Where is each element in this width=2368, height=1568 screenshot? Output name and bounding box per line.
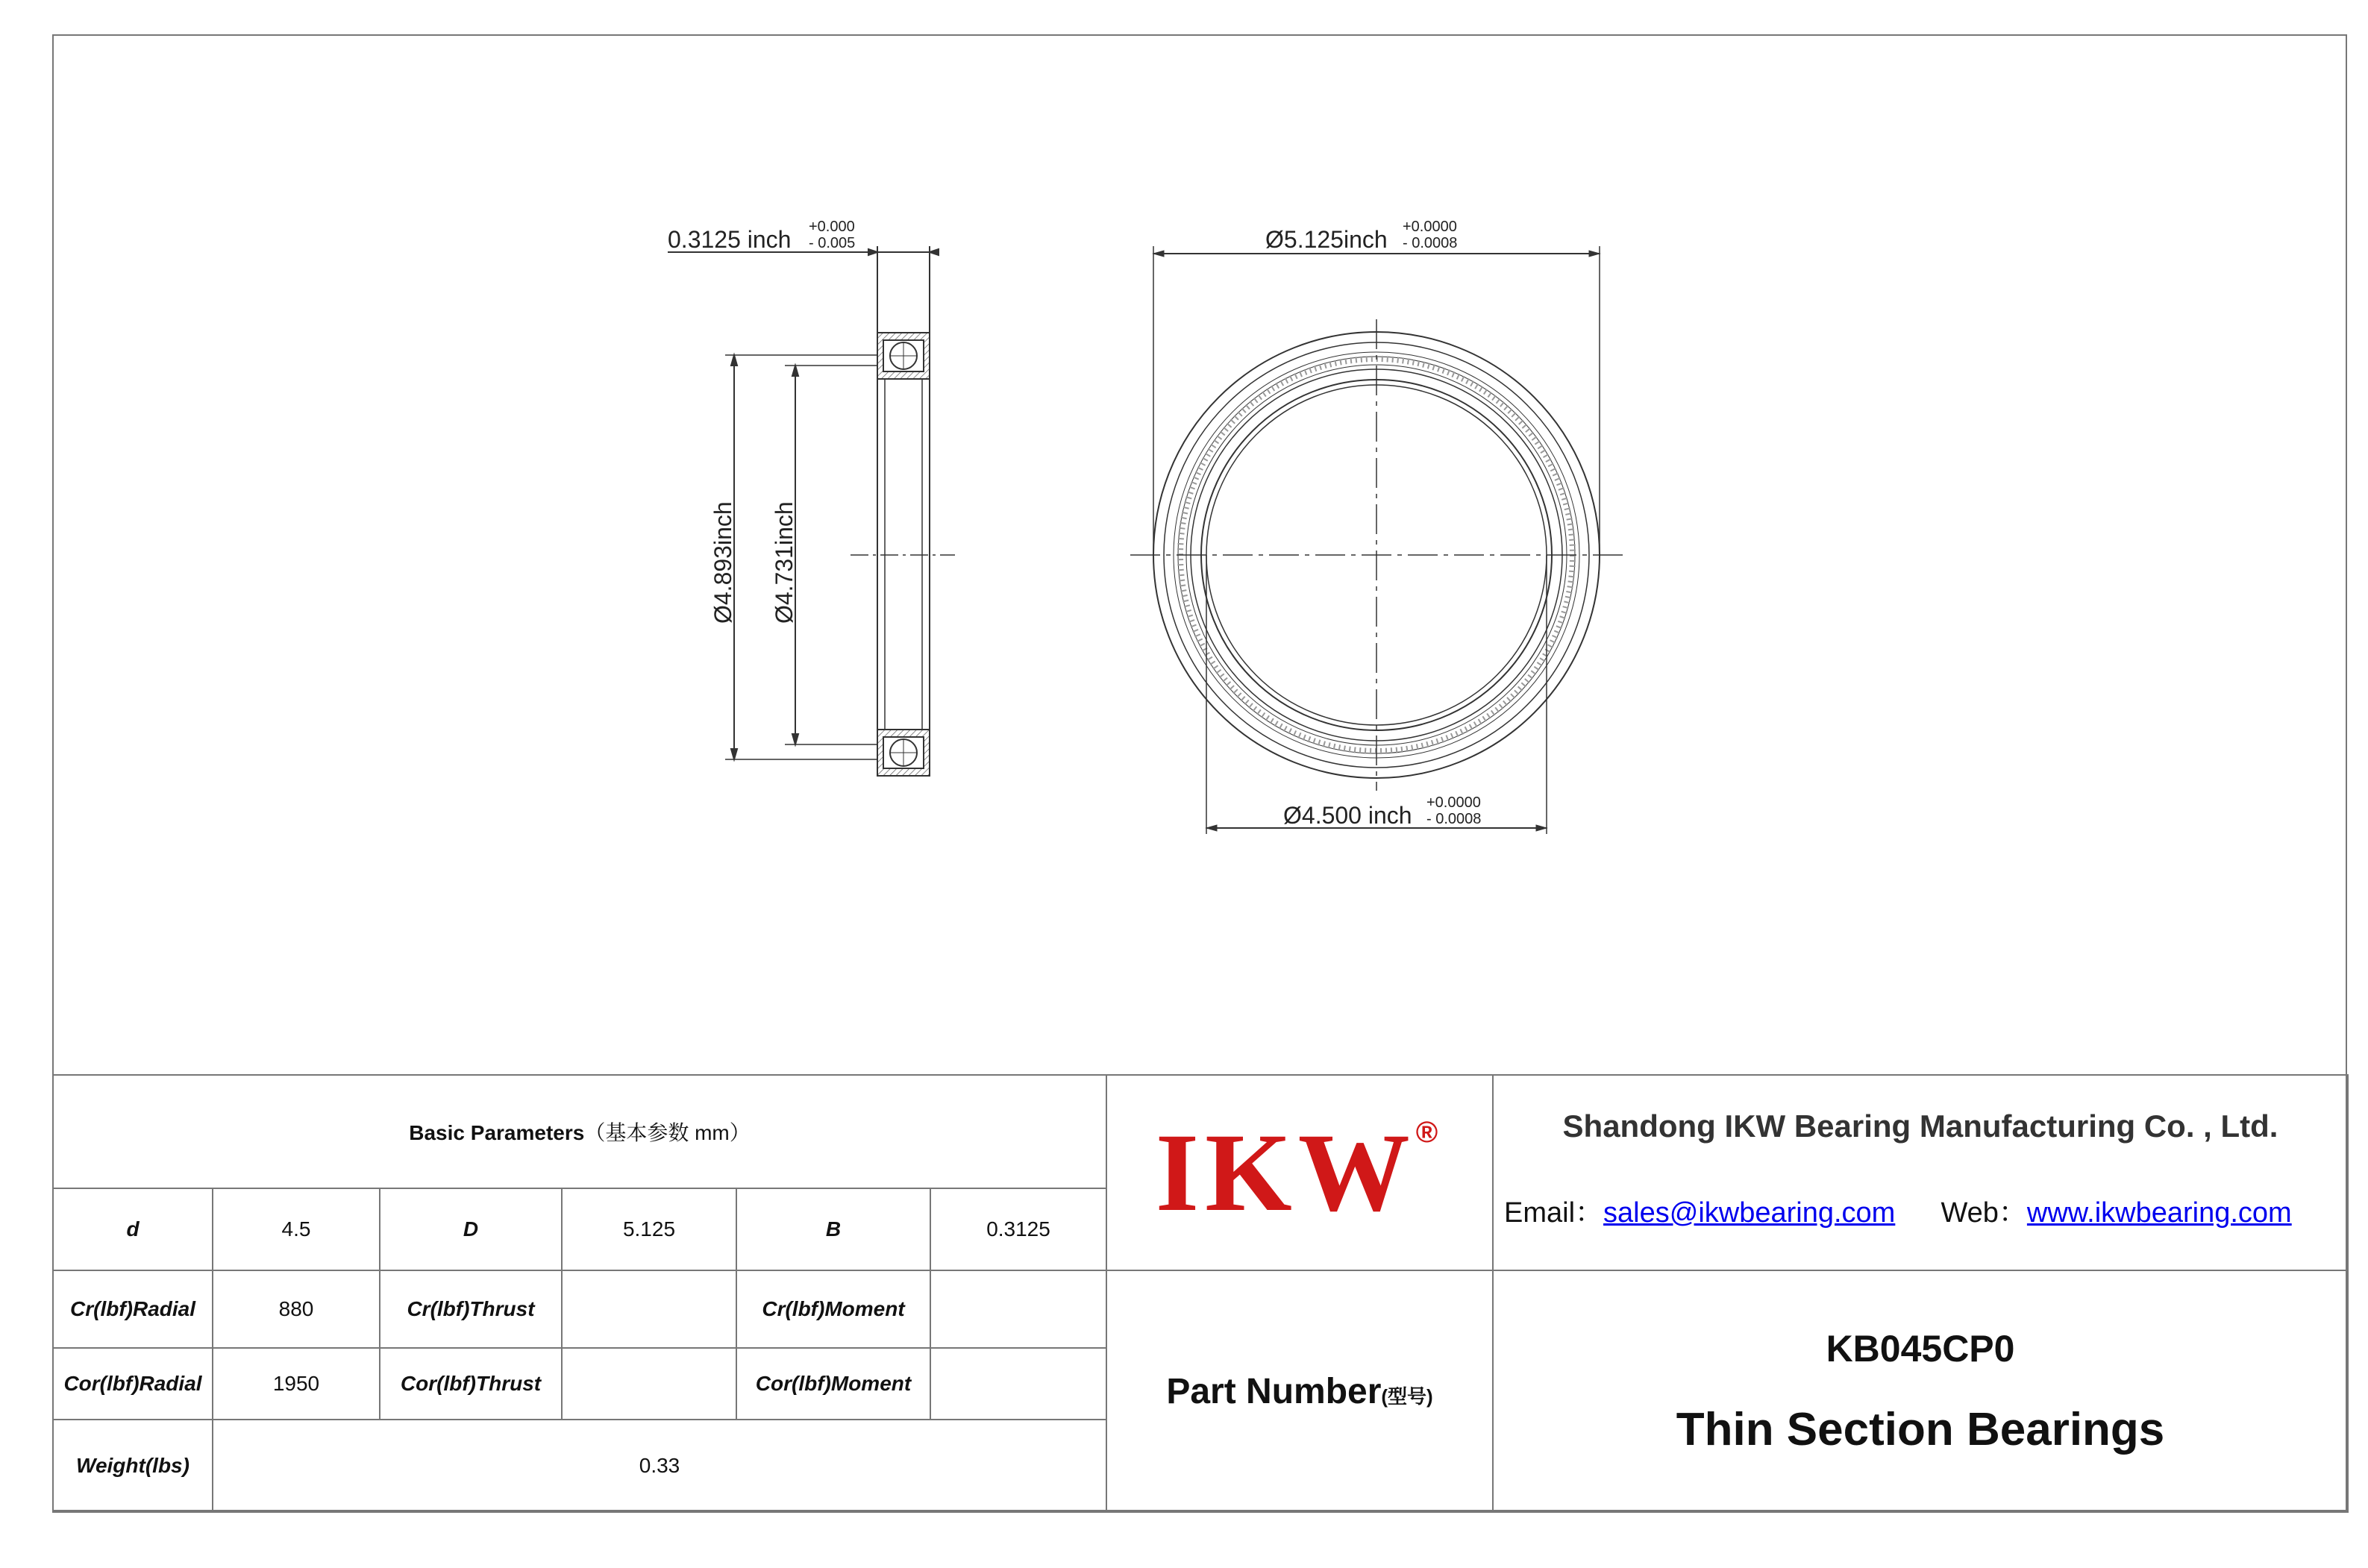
ikw-logo — [1156, 1111, 1444, 1235]
width-dim-label: 0.3125 inch — [668, 226, 792, 253]
web-label: Web： — [1941, 1197, 2027, 1229]
cor-moment-value — [930, 1348, 1106, 1420]
cor-thrust-label: Cor(lbf)Thrust — [380, 1348, 562, 1420]
B-value: 0.3125 — [930, 1188, 1106, 1270]
part-number-label-text: Part Number — [1166, 1371, 1382, 1411]
cr-thrust-label: Cr(lbf)Thrust — [380, 1270, 562, 1348]
outer-dim-tol-plus: +0.0000 — [1403, 219, 1457, 235]
params-title-sub: （基本参数 mm） — [584, 1121, 751, 1144]
part-type: Thin Section Bearings — [1676, 1403, 2165, 1455]
outer-dim-label: Ø5.125inch — [1265, 226, 1388, 253]
d-value: 4.5 — [213, 1188, 380, 1270]
width-dim-tol-minus: - 0.005 — [809, 235, 856, 251]
part-number-label-sub: (型号) — [1381, 1384, 1433, 1408]
logo-cell — [1106, 1075, 1493, 1270]
width-dim-tol-plus: +0.000 — [809, 219, 855, 235]
cor-thrust-value — [562, 1348, 736, 1420]
part-info-cell — [1493, 1270, 2348, 1512]
weight-label: Weight(lbs) — [53, 1420, 213, 1512]
company-cell — [1493, 1075, 2348, 1270]
cor-radial-label: Cor(lbf)Radial — [53, 1348, 213, 1420]
web-link[interactable]: www.ikwbearing.com — [2026, 1197, 2292, 1229]
cr-thrust-value — [562, 1270, 736, 1348]
cor-radial-value: 1950 — [213, 1348, 380, 1420]
basic-parameters-title — [53, 1075, 1106, 1188]
email-link[interactable]: sales@ikwbearing.com — [1603, 1197, 1896, 1229]
d-label: d — [53, 1188, 213, 1270]
title-block — [52, 1074, 2347, 1511]
part-number-label — [1166, 1372, 1432, 1411]
registered-mark: ® — [1415, 1116, 1444, 1149]
bore-dim-tol-minus: - 0.0008 — [1426, 811, 1482, 827]
B-label: B — [736, 1188, 930, 1270]
cr-moment-label: Cr(lbf)Moment — [736, 1270, 930, 1348]
params-title: Basic Parameters — [409, 1121, 585, 1144]
company-name: Shandong IKW Bearing Manufacturing Co. , Ltd. — [1562, 1108, 2278, 1144]
email-label: Email： — [1504, 1197, 1604, 1229]
D-label: D — [380, 1188, 562, 1270]
outer-ring-id-label: Ø4.893inch — [710, 501, 736, 624]
part-number-value: KB045CP0 — [1826, 1327, 2015, 1370]
parameters-table — [52, 1074, 2349, 1513]
logo-text: IKW — [1155, 1111, 1416, 1235]
D-value: 5.125 — [562, 1188, 736, 1270]
bore-dim-tol-plus: +0.0000 — [1426, 794, 1481, 811]
bore-dim-label: Ø4.500 inch — [1283, 802, 1412, 829]
contact-line — [1494, 1189, 2347, 1230]
inner-ring-od-label: Ø4.731inch — [771, 501, 798, 624]
part-number-label-cell — [1106, 1270, 1493, 1512]
cr-moment-value — [930, 1270, 1106, 1348]
cr-radial-label: Cr(lbf)Radial — [53, 1270, 213, 1348]
cr-radial-value: 880 — [213, 1270, 380, 1348]
cor-moment-label: Cor(lbf)Moment — [736, 1348, 930, 1420]
weight-value: 0.33 — [213, 1420, 1106, 1512]
outer-dim-tol-minus: - 0.0008 — [1403, 235, 1458, 251]
front-view — [1130, 246, 1623, 834]
